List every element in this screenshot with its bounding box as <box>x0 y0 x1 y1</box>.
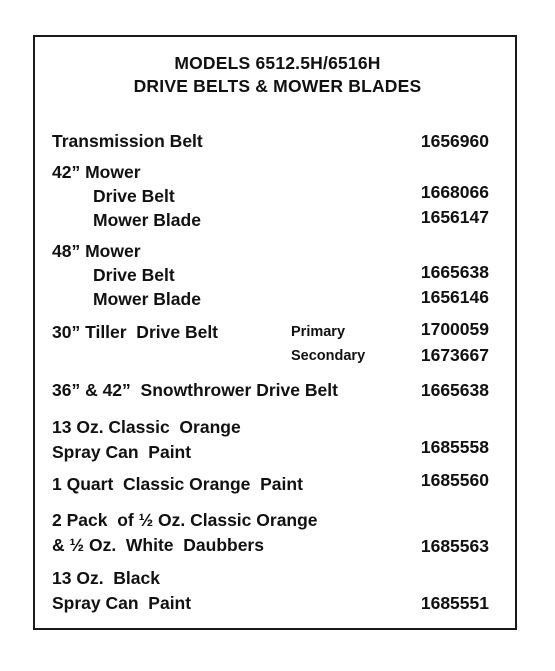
tiller-primary-label: Primary <box>291 324 346 340</box>
daubbers-number: 1685563 <box>420 536 489 556</box>
quart-orange-number: 1685560 <box>420 470 489 490</box>
mower-42-drive-belt-number: 1668066 <box>420 182 489 202</box>
title-line-1: MODELS 6512.5H/6516H <box>174 53 381 73</box>
mower-48-drive-belt-label: Drive Belt <box>93 265 175 285</box>
title-line-2: DRIVE BELTS & MOWER BLADES <box>133 76 422 96</box>
transmission-belt-label: Transmission Belt <box>52 131 203 151</box>
snowthrower-drive-belt-number: 1665638 <box>420 380 489 400</box>
tiller-primary-number: 1700059 <box>420 319 489 339</box>
black-spray-number: 1685551 <box>420 593 489 613</box>
orange-spray-line-2: Spray Can Paint <box>52 442 192 462</box>
tiller-drive-belt-label: 30” Tiller Drive Belt <box>52 322 219 342</box>
mower-42-blade-number: 1656147 <box>420 207 489 227</box>
quart-orange-label: 1 Quart Classic Orange Paint <box>52 474 303 494</box>
mower-48-drive-belt-number: 1665638 <box>420 262 489 282</box>
tiller-secondary-label: Secondary <box>291 348 366 364</box>
mower-42-heading: 42” Mower <box>52 162 141 182</box>
black-spray-line-1: 13 Oz. Black <box>52 568 160 588</box>
black-spray-line-2: Spray Can Paint <box>52 593 192 613</box>
mower-42-blade-label: Mower Blade <box>93 210 201 230</box>
orange-spray-line-1: 13 Oz. Classic Orange <box>52 417 241 437</box>
mower-42-drive-belt-label: Drive Belt <box>93 186 175 206</box>
mower-48-heading: 48” Mower <box>52 241 141 261</box>
mower-48-blade-number: 1656146 <box>420 287 489 307</box>
orange-spray-number: 1685558 <box>420 437 489 457</box>
daubbers-line-2: & ½ Oz. White Daubbers <box>52 535 264 555</box>
mower-48-blade-label: Mower Blade <box>93 289 201 309</box>
daubbers-line-1: 2 Pack of ½ Oz. Classic Orange <box>52 510 318 530</box>
snowthrower-drive-belt-label: 36” & 42” Snowthrower Drive Belt <box>52 380 338 400</box>
transmission-belt-number: 1656960 <box>420 131 489 151</box>
tiller-secondary-number: 1673667 <box>420 345 489 365</box>
